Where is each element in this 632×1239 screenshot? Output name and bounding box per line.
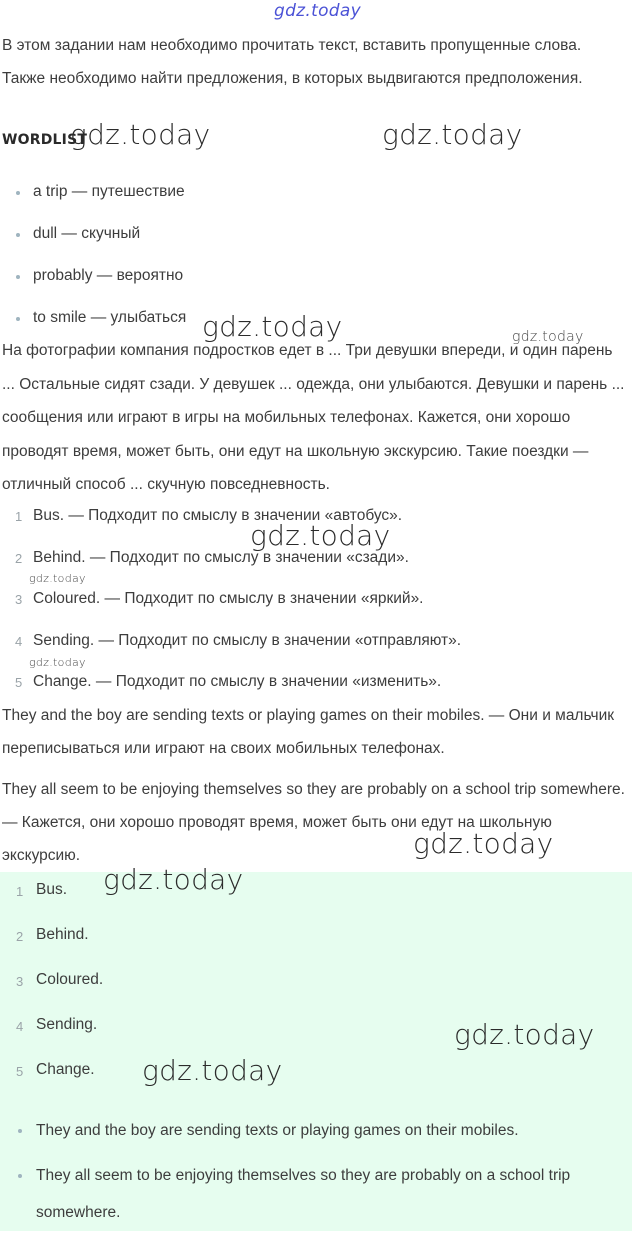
watermark: gdz.today bbox=[202, 310, 343, 343]
translation-text: They and the boy are sending texts or playing games on their mobiles. — Они и мальчик переписываться или играют на своих мобильных телефонах. bbox=[2, 707, 615, 757]
item-number: 1 bbox=[15, 509, 23, 524]
answer-item bbox=[0, 918, 103, 963]
answer-sentence-text: They and the boy are sending texts or playing games on their mobiles. bbox=[36, 1122, 519, 1139]
answer-item bbox=[0, 1008, 103, 1053]
answer-text: Behind. bbox=[36, 926, 89, 943]
item-number: 5 bbox=[15, 675, 23, 690]
answer-text: Coloured. bbox=[36, 971, 104, 988]
answer-sentence-list bbox=[0, 1112, 632, 1239]
item-number: 5 bbox=[16, 1064, 24, 1079]
answer-item bbox=[0, 963, 103, 1008]
answer-item bbox=[0, 1053, 103, 1098]
answer-text: Bus. bbox=[36, 881, 68, 898]
wordlist bbox=[0, 175, 186, 343]
wordlist-item-text: a trip — путешествие bbox=[33, 183, 185, 200]
explanation-list bbox=[0, 500, 461, 708]
item-number: 3 bbox=[15, 592, 23, 607]
answer-text: Sending. bbox=[36, 1016, 98, 1033]
watermark: gdz.today bbox=[29, 572, 86, 585]
watermark: gdz.today bbox=[250, 519, 391, 552]
watermark: gdz.today bbox=[274, 1, 361, 21]
explanation-text: Change. — Подходит по смыслу в значении «изменить». bbox=[33, 673, 442, 690]
translation-text: They all seem to be enjoying themselves so they are probably on a school trip somewhere. — Кажется, они хорошо проводят время, может быть они едут на школьную экскурсию. bbox=[2, 781, 625, 864]
answer-sentence bbox=[0, 1157, 616, 1231]
watermark: gdz.today bbox=[512, 329, 584, 345]
bullet-icon bbox=[18, 1129, 22, 1133]
explanation-text: Sending. — Подходит по смыслу в значении «отправляют». bbox=[33, 631, 462, 649]
watermark: gdz.today bbox=[142, 1054, 283, 1087]
intro-text: В этом задании нам необходимо прочитать текст, вставить пропущенные слова. Также необходимо найти предложения, в которых выдвигаются предположения. bbox=[2, 37, 583, 87]
watermark: gdz.today bbox=[70, 118, 211, 151]
explanation-text: Behind. — Подходит по смыслу в значении «сзади». bbox=[33, 548, 409, 566]
wordlist-item-text: to smile — улыбаться bbox=[33, 309, 187, 326]
wordlist-item bbox=[0, 217, 186, 259]
explanation-item bbox=[0, 500, 461, 542]
wordlist-item bbox=[0, 175, 186, 217]
bullet-icon bbox=[16, 317, 20, 321]
watermark: gdz.today bbox=[382, 118, 523, 151]
explanation-text: Coloured. — Подходит по смыслу в значении «яркий». bbox=[33, 590, 424, 607]
watermark: gdz.today bbox=[29, 656, 86, 669]
item-number: 2 bbox=[16, 929, 24, 944]
answer-sentence-text: They all seem to be enjoying themselves so they are probably on a school trip somewhere. bbox=[36, 1167, 571, 1221]
item-number: 4 bbox=[16, 1019, 24, 1034]
explanation-item bbox=[0, 583, 461, 625]
bullet-icon bbox=[16, 191, 20, 195]
wordlist-title: WORDLIST bbox=[2, 132, 88, 148]
watermark: gdz.today bbox=[454, 1018, 595, 1051]
item-number: 3 bbox=[16, 974, 24, 989]
bullet-icon bbox=[16, 233, 20, 237]
watermark: gdz.today bbox=[103, 863, 244, 896]
wordlist-item bbox=[0, 259, 186, 301]
explanation-text: Bus. — Подходит по смыслу в значении «автобус». bbox=[33, 507, 403, 524]
answer-text: Change. bbox=[36, 1061, 95, 1078]
answer-sentence bbox=[0, 1112, 616, 1149]
item-number: 4 bbox=[15, 633, 23, 649]
answer-list bbox=[0, 873, 103, 1098]
wordlist-item-text: dull — скучный bbox=[33, 225, 141, 242]
wordlist-item-text: probably — вероятно bbox=[33, 267, 184, 284]
item-number: 1 bbox=[16, 884, 24, 899]
watermark: gdz.today bbox=[413, 827, 554, 860]
answer-item bbox=[0, 873, 103, 918]
bullet-icon bbox=[16, 275, 20, 279]
passage-text: На фотографии компания подростков едет в ... Три девушки впереди, и один парень ... Остальные сидят сзади. У девушек ... одежда, они улыбаются. Девушки и парень ... сообщения или играют в игры на мобильных телефонах. Кажется, они хорошо проводят время, может быть, они едут на школьную экскурсию. Такие поездки — отличный способ ... скучную повседневность. bbox=[2, 342, 625, 494]
item-number: 2 bbox=[15, 550, 23, 566]
bullet-icon bbox=[18, 1174, 22, 1178]
